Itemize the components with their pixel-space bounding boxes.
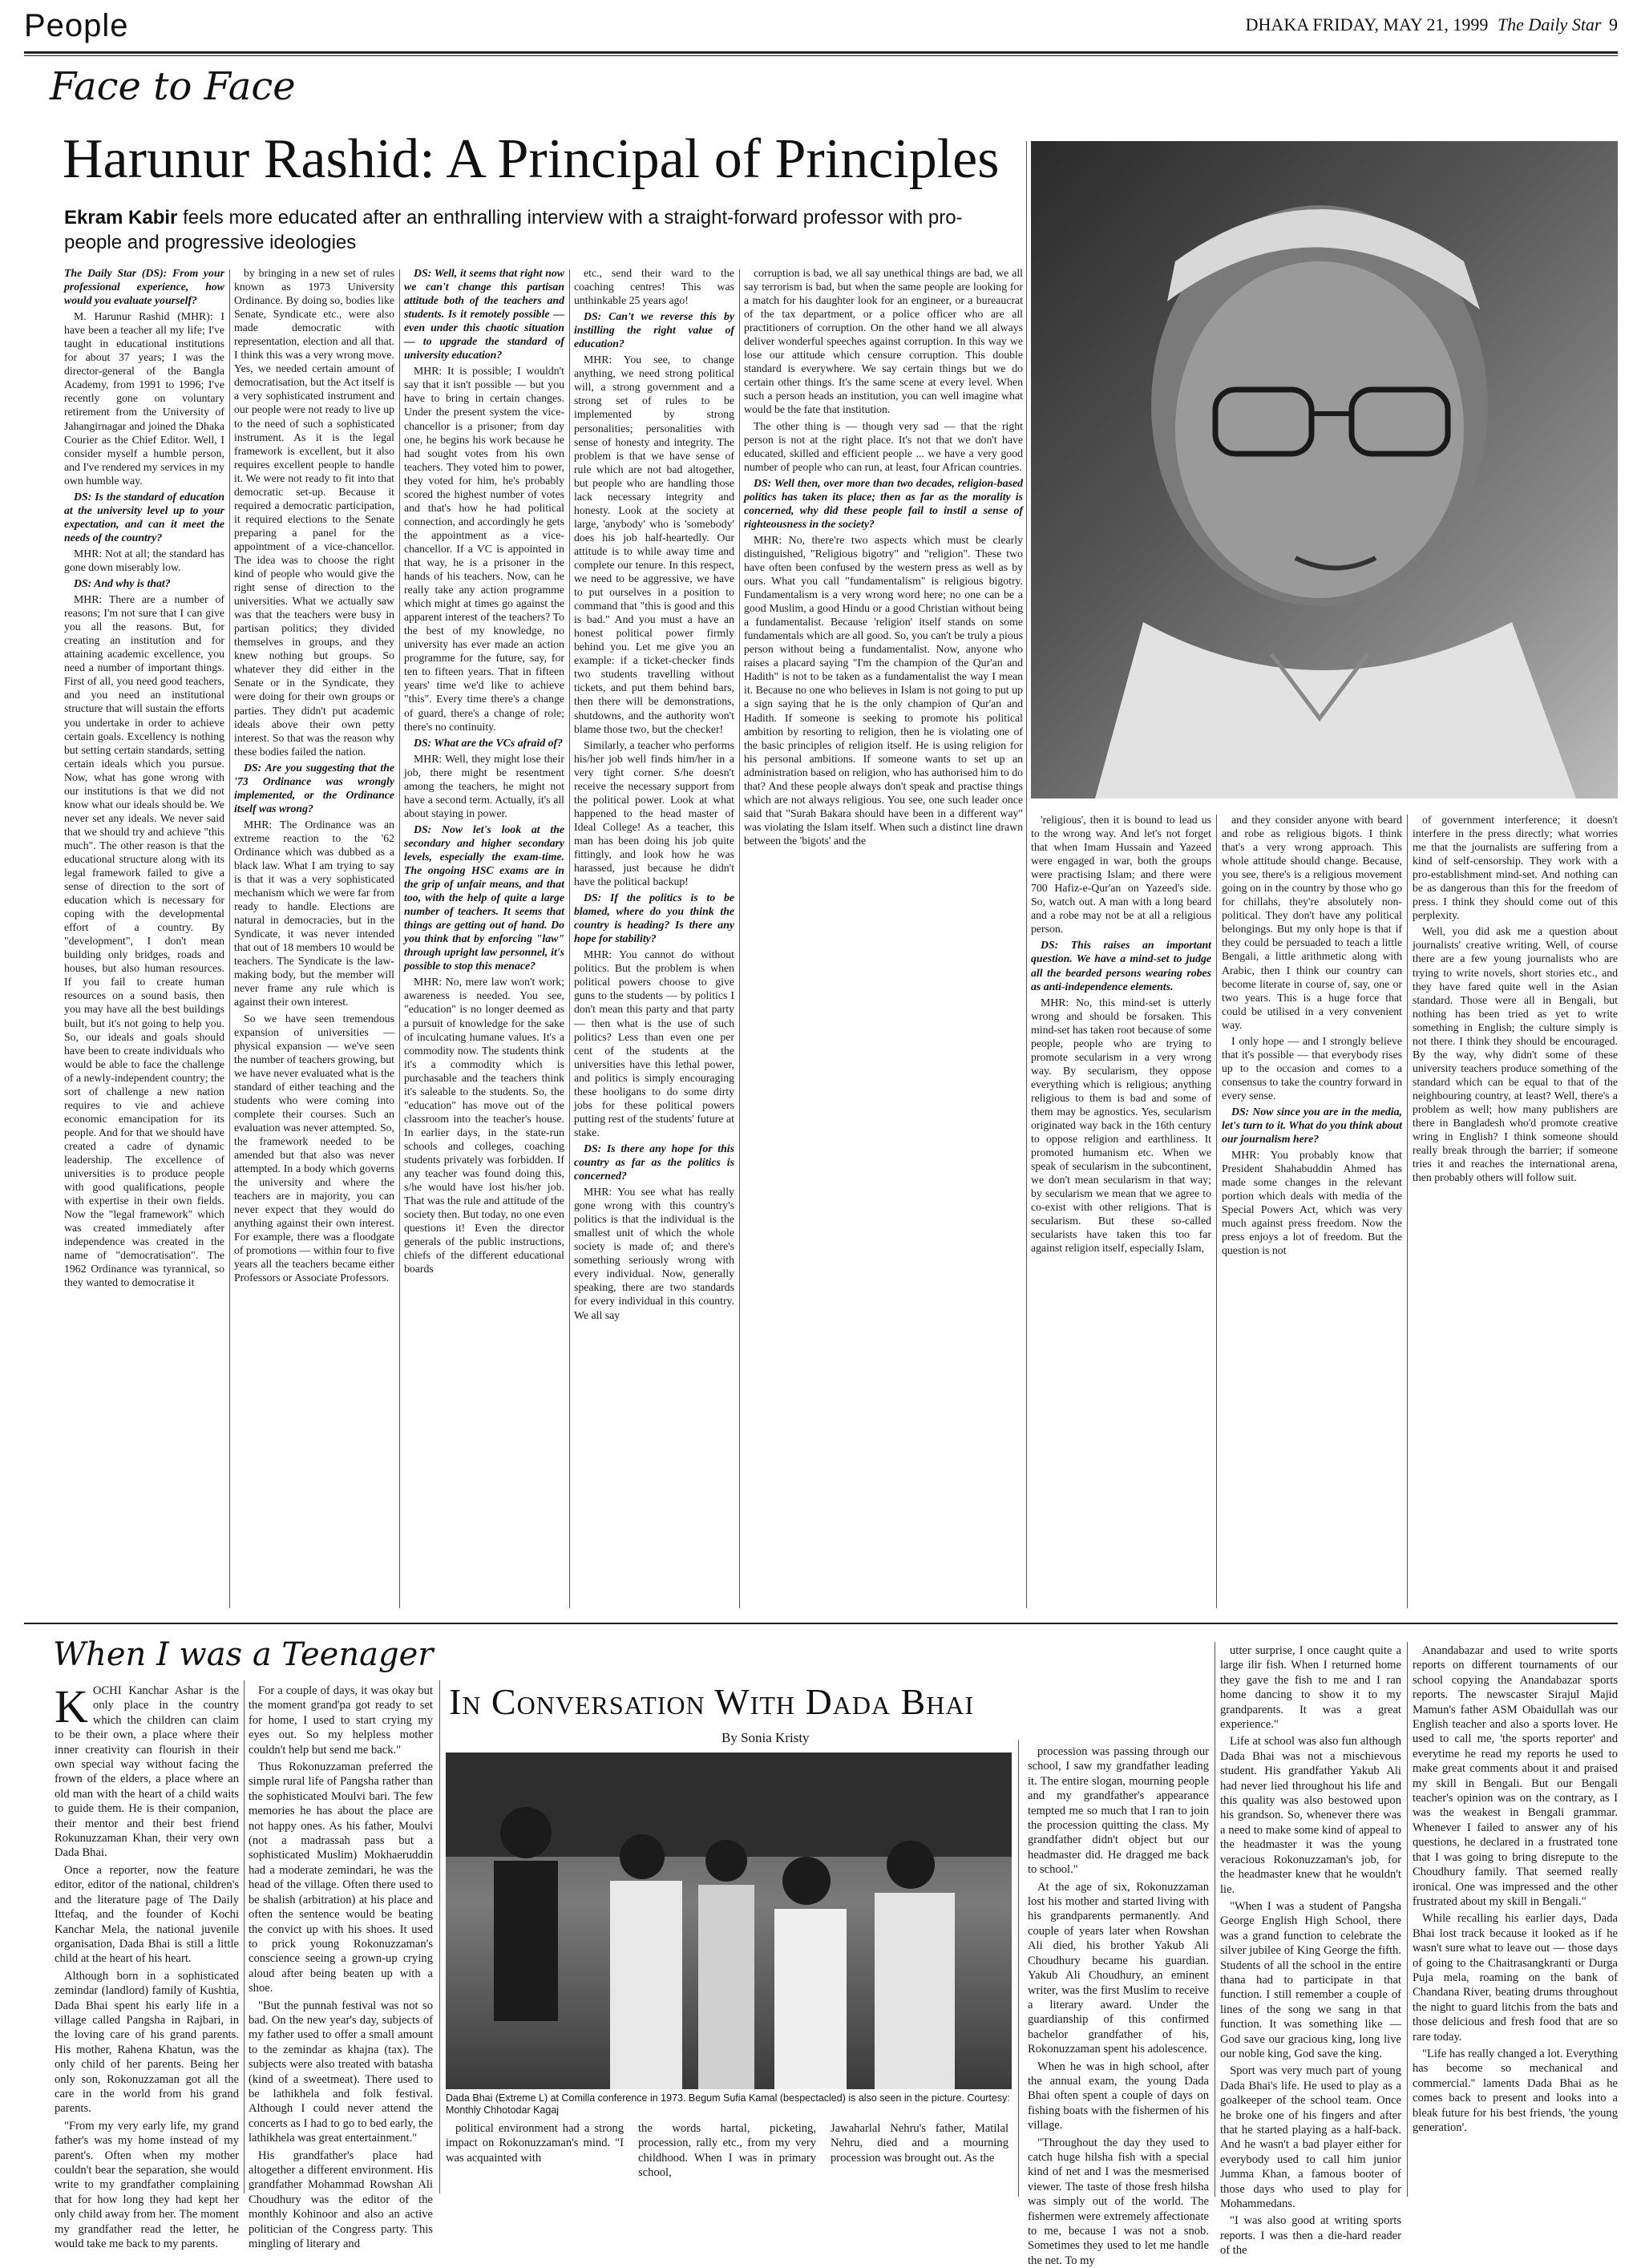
interview-answer: The other thing is — though very sad — that the right person is not at the right place. It's not that we don't have educated, skilled and efficient people ... we have a very good number of people who can run, at least, four African countries. [744,419,1023,473]
teen-column-7 [1413,1643,1618,2200]
teen-column-4: the words hartal, picketing, procession, rally etc., from my very childhood. When I was in primary school, [638,2122,816,2180]
section-title: People [24,8,129,43]
interview-answer: MHR: Not at all; the standard has gone down miserably low. [64,547,224,573]
portrait-illustration [1031,141,1618,798]
byline [64,205,986,255]
interview-question: DS: Is the standard of education at the university level up to your expectation, and can it meet the needs of the country? [64,490,224,544]
article-paragraph: For a couple of days, it was okay but the moment grand'pa got ready to set for home, I used to start crying my eyes out. So my helpless mother couldn't help but send me back." [249,1684,433,1757]
headline: Harunur Rashid: A Principal of Principles [63,128,1000,190]
section-divider [24,1623,1618,1624]
interview-question: DS: Are you suggesting that the '73 Ordinance was wrongly implemented, or the Ordinance itself was wrong? [234,761,394,815]
masthead-rule [24,51,1618,54]
interview-answer: So we have seen tremendous expansion of universities — physical expansion — we've seen the number of teachers growing, but we have never evaluated what is the standard of either teaching and the students who were coming into complete their courses. Such an evaluation was never attempted. So, the framework needed to be amended but that also was never attempted. In a body which governs the university and where the teachers are in majority, you can never expect that they would do anything against their own interest. For example, there was a floodgate of promotions — within four to five years all the teachers became either Professors or Associate Professors. [234,1012,394,1284]
teen-column-5 [1028,1744,1209,2267]
photo-caption: Dada Bhai (Extreme L) at Comilla conference in 1973. Begum Sufia Kamal (bespectacled) is also seen in the picture. Courtesy: Monthly Chhotodar Kagaj [446,2092,1010,2116]
article-paragraph: "Throughout the day they used to catch huge hilsha fish with a special kind of net and I was the mesmerised viewer. The taste of those fresh hilsha was simply out of the world. The fishermen were extremely affectionate to me, because I was not a snob. Sometimes they used to let me handle the net. To my [1028,2136,1209,2267]
interview-question: DS: What are the VCs afraid of? [414,736,564,749]
interview-question: The Daily Star (DS): From your professional experience, how would you evaluate yourself? [64,267,224,307]
interview-answer: MHR: You see what has really gone wrong with this country's politics is that the individual is the smallest unit of which the whole society is made of; and there's something seriously wrong with every individual. Now, generally speaking, there are two standards for every individual in this country. We all say [574,1186,734,1321]
article-column-4 [574,266,734,1615]
interview-answer: M. Harunur Rashid (MHR): I have been a teacher all my life; I've taught in educational institutions for about 37 years; I was the director-general of the Bangla Academy, from 1991 to 1996; I've recently gone on voluntary retirement from the University of Jahangirnagar and joined the Dhaka Courier as the Chief Editor. Well, I consider myself a humble person, and I've rendered my services in my own humble way. [64,310,224,487]
article-paragraph: Although born in a sophisticated zemindar (landlord) family of Kushtia, Dada Bhai spent his early life in a village called Pangsha in Rajbari, in the loving care of his grand parents. His mother, Rahena Khatun, was the only child of her parents. Being her only son, Rokonuzzaman got all the care in the world from his grand parents. [55,1969,239,2116]
article-paragraph: utter surprise, I once caught quite a large ilir fish. When I returned home they gave the fish to me and I ran home dancing to show it to my grandparents. It was a great experience." [1220,1644,1401,1732]
date-text: DHAKA FRIDAY, MAY 21, 1999 [1245,14,1489,34]
article-paragraph: At the age of six, Rokonuzzaman lost his mother and started living with his grandparents permanently. And couple of years later when Rowshan Ali died, his brother Yakub Ali Choudhury became his guardian. Yakub Ali Choudhury, an eminent writer, was the first Muslim to receive a literary award. Under the guardianship of this confirmed bachelor grandfather of his, Rokonuzzaman spent his adolescence. [1028,1880,1209,2056]
article-column-2 [234,266,394,1615]
drop-cap: K [55,1680,88,1732]
article-paragraph: Anandabazar and used to write sports reports on different tournaments of our school copying the Anandabazar sports reports. The newscaster Sirajul Majid Mamun's father ASM Obaidullah was our English teacher and also a sports lover. He used to call me, 'the sports reporter' and everytime he read my reports he used to make great comments about it and praised my skill in Bengali. But our Bengali teacher's opinion was on the contrary, as I was the weakest in Bengali grammar. Whenever I failed to answer any of his questions, he declared in a frustrated tone that I was going to bring disrepute to the Choudhury family. That seemed really ironical. One was impressed and the other frustrated about my skill in Bengali." [1413,1644,1618,1908]
article-paragraph: Sport was very much part of young Dada Bhai's life. He used to play as a goalkeeper of the school team. Once he broke one of his fingers and after that he started playing as a half-back. And he wasn't a bad player either for everybody used to call him junior Jumma Khan, a famous booter of those days who used to play for Mohammedans. [1220,2064,1401,2211]
interview-answer: MHR: It is possible; I wouldn't say that it isn't possible — but you have to bring in certain changes. Under the present system the vice-chancellor is a prisoner; from day one, he begins his work because he had sought votes from his own teachers. They voted him to power, they voted for him, he's probably scored the highest number of votes and that's how he had political connection, and accordingly he gets the appointment as a vice-chancellor. If a VC is appointed in that way, he is a prisoner in the hands of his teachers. Now, can he really take any action programme which might at times go against the apparent interest of the teachers? To the best of my knowledge, no university has ever made an action programme for the future, say, for ten to fifteen years. That in fifteen years' time we'd like to achieve "this". Every time there's a change of guard, there's a change of role; there's no continuity. [404,365,564,733]
interview-question: DS: Well, it seems that right now we can't change this partisan attitude both of the teachers and students. Is it remotely possible — even under this chaotic situation — to upgrade the standard of university education? [404,267,564,362]
interview-answer: by bringing in a new set of rules known as 1973 University Ordinance. By doing so, bodies like Senate, Syndicate etc., were also made democratic with representation, election and all that. I think this was a very wrong move. Yes, we needed certain amount of democratisation, but the Act itself is a very sophisticated instrument and our people were not ready to live up to the need of such a sophisticated instrument. As it is the legal framework is excellent, but it also requires excellent people to handle it. We were not ready to fit into that democratic set-up. Because it required a democratic participation, it required elections to the Senate preparing a panel for the appointment of a vice-chancellor. The idea was to choose the right kind of people who would give the right sense of direction to the universities. What we actually saw was that the teachers were busy in partisan politics; they divided themselves in groups, and they knew nothing but groups. So whatever they did either in the Senate or in the Syndicate, they were doing for their own groups or parties. They didn't put academic ideals above their own petty interest. So that was the reason why these bodies failed the nation. [234,267,394,758]
portrait-photo [1031,141,1618,798]
byline-text: feels more educated after an enthralling interview with a straight-forward professor with pro-people and progressive ideologies [64,207,963,253]
feature2-kicker: When I was a Teenager [53,1636,434,1673]
interview-answer: MHR: There are a number of reasons; I'm not sure that I can give you all the reasons. But, for creating an institution and for attaining academic excellence, you need a number of important things. First of all, you need good teachers, and you need an institutional structure that will sustain the efforts you undertake in order to achieve certain goals. Excellency is nothing but setting certain standards, setting certain ideals which you pursue. Now, what has gone wrong with our institutions is that we did not know what our ideals should be. We never set any ideals. We never said that we should try and achieve "this much". The other reason is that the educational structure along with its legal framework failed to give a sense of direction to the sort of education which is necessary for coping with the developmental effort of a country. By "development", I don't mean building only bridges, roads and houses, but also human resources. If you fail to create human resources on a sound basis, then you may have all the best buildings built, but it's not going to help you. So, our ideals and goals should have been to create individuals who would be able to face the challenge of a newly-independent country; the sort of challenge a new nation requires to vie and achieve economic emancipation for its people. And for that we should have created a cadre of dynamic leadership. The excellence of universities is to produce people with good qualifications, people with expertise in their own fields. Now the "legal framework" which was created immediately after independence was created in the name of "democratisation". The 1962 Ordinance was tyrannical, so they wanted to democratise it [64,593,224,1289]
interview-answer: corruption is bad, we all say unethical things are bad, we all say terrorism is bad, but when the same people are looking for a match for his daughter look for an engineer, or a bureaucrat of the tax department, or a police officer who are all practitioners of corruption. On the other hand we all always deliver wonderful speeches against corruption. In this way we lose our attitude which censure corruption. This double standard is everywhere. We say certain things but we do certain other things. It's the same scene at every level. When such a person heads an institution, you can well imagine what would be the fate that institution. [744,267,1023,416]
interview-answer: 'religious', then it is bound to lead us to the wrong way. And let's not forget that when Imam Hussain and Yazeed were engaged in war, both the groups were practising Islam; and there were 700 Hafiz-e-Qur'an on Yazeed's side. So, watch out. A man with a long beard and a robe may not be at all a religious person. [1031,814,1211,936]
feature2-byline: By Sonia Kristy [721,1730,810,1745]
interview-answer: etc., send their ward to the coaching centres! This was unthinkable 25 years ago! [574,267,734,307]
article-paragraph: His grandfather's place had altogether a different environment. His grandfather Mohammad Rowshan Ali Choudhury was the editor of the monthly Kohinoor and also an active politician of the Congress party. This mingling of literary and [249,2149,433,2251]
article-paragraph: procession was passing through our school, I saw my grandfather leading it. The entire slogan, mourning people and my grandfather's appearance tempted me so much that I ran to join the procession quitting the class. My grandfather didn't object but our headmaster did. He dragged me back to school." [1028,1745,1209,1877]
article-paragraph: When he was in high school, after the annual exam, the young Dada Bhai often spent a couple of days on fishing boats with the fishermen of his village. [1028,2060,1209,2133]
teen-column-3: political environment had a strong impact on Rokonuzzaman's mind. "I was acquainted with [446,2122,624,2165]
interview-question: DS: And why is that? [74,577,171,590]
paper-name: The Daily Star [1497,14,1602,34]
interview-question: DS: This raises an important question. We have a mind-set to judge all the bearded persons wearing robes as anti-independence elements. [1031,939,1211,993]
teen-column-2 [249,1684,433,2251]
interview-question: DS: Now let's look at the secondary and higher secondary levels, especially the exam-time. The ongoing HSC exams are in the grip of unfair means, and that too, with the help of quite a large number of teachers. It seems that things are getting out of hand. Do you think that by enforcing "law" through upright law personnel, it's possible to stop this menace? [404,823,564,972]
interview-answer: MHR: No, there're two aspects which must be clearly distinguished, "Religious bigotry" and "religion". These two have often been confused by the western press as well as by ours. What you call "fundamentalism" is religious bigotry. Fundamentalism is a very wrong word here; no one can be a good Muslim, a good Hindu or a good Christian without being a fundamentalist. Because 'religion' itself stands on some fundamentals which are all good. So, you can't be truly a pious person without being a fundamentalist. Now, anyone who raises a placard saying "I'm the champion of the Qur'an and Hadith" is not to be taken as a fundamentalist the way I mean it. Because no one who believes in Islam is not going to put up a sign saying that he is the only champion of Qur'an and Hadith. If someone is seeking to promote his political ambition by resorting to religion, then he is violating one of the basic principles of religion itself. He is using religion for his personal ambitions. If someone wants to set up an administration based on religion, who has authorised him to do that? And these people always don't speak and practise things which are not always religious. You see, one such leader once said that "Surah Bakara should have been in a different way" was violating the Islam itself. When such a distinct line drawn between the 'bigots' and the [744,533,1023,847]
interview-answer: MHR: You probably know that President Shahabuddin Ahmed has made some changes in the relevant portion which deals with media of the Special Powers Act, which was very much against press freedom. Now the press enjoys a lot of freedom. But the question is not [1222,1149,1402,1257]
teen-column-6 [1220,1643,1401,2258]
article-paragraph: "I was also good at writing sports reports. I was then a die-hard reader of the [1220,2214,1401,2258]
interview-answer: I only hope — and I strongly believe that it's possible — that everybody rises up to the occasion and comes to a consensus to take the country forward in every sense. [1222,1034,1402,1102]
article-column-7 [1222,813,1402,1615]
interview-answer: Similarly, a teacher who performs his/her job well finds him/her in a very tight corner. S/he doesn't receive the necessary support from the political power. Look at what happened to the head master of Ideal College! As a teacher, this man has been doing his job quite fittingly, and look how he was harassed, just because he didn't have the political backup! [574,738,734,888]
group-photo [446,1753,1012,2089]
article-paragraph: "Life has really changed a lot. Everything has become so mechanical and commercial." laments Dada Bhai as he comes back to present and looks into a bleak future for his best friends, 'the young generation'. [1413,2047,1618,2134]
interview-question: DS: Well then, over more than two decades, religion-based politics has taken its place; then as far as the morality is concerned, why did these people fail to instil a sense of righteousness in the society? [744,476,1023,530]
feature-kicker: Face to Face [50,64,296,109]
interview-answer: MHR: No, this mind-set is utterly wrong and should be forsaken. This mind-set has taken root because of some people, people who are trying to promote secularism in a very wrong way. By secularism, they oppose everything which is religious; anything religious to them is bad and some of them may be agnostics. Yes, secularism originated way back in the 16th century to oppose religion and earthliness. It promoted humanism etc. When we speak of secularism in the subcontinent, we don't mean secularism in that way; by secularism we mean that we agree to co-exist with other religions. That is secularism. But these so-called secularists have taken this too far against religion itself, especially Islam, [1031,996,1211,1255]
interview-answer: Well, you did ask me a question about journalists' creative writing. Well, of course there are a few young journalists who are trying to write novels, short stories etc., and they have fared quite well in the Asian standard. Those were all in Bengali, but nothing has been tried as yet to write something in English; the culture simply is not there. I think they should be encouraged. By the way, why didn't some of these university teachers produce something of the standard which can be equal to that of the neighbouring country, at least? Well, there's a problem as well; how many publishers are there in Bangladesh who'd promote creative wring in English? I think someone should really break through the barrier; if someone tries it and reaches the international arena, then probably others will follow suit. [1413,925,1618,1184]
group-illustration [446,1753,1012,2089]
interview-answer: MHR: You see, to change anything, we need strong political will, a strong government and a strong set of rules to be implemented by strong personalities; personalities with sense of honesty and integrity. The problem is that we have sense of rule which are not bad altogether, but people who are handling those lack necessary integrity and honesty. Look at the society at large, 'anybody' who is 'somebody' does his job half-heartedly. Our attitude is to while away time and complete our tenure. In this respect, we need to be aggressive, we have to put ourselves in a position to command that "this is good and this is bad." And you must a have an honest political power firmly behind you. Let me give you an example: if a ticket-checker finds two students travelling without tickets, and put them behind bars, then there will be demonstrations, shutdowns, and the authority won't blame those two, but the checker! [574,354,734,735]
interview-question: DS: Is there any hope for this country as far as the politics is concerned? [574,1142,734,1183]
article-column-1 [64,266,224,1615]
interview-answer: MHR: You cannot do without politics. But the problem is when political powers choose to give guns to the students — by politics I don't mean this party and that party — then what is the use of such politics? Less than even one per cent of the students at the universities have this lethal power, and politics is simply encouraging these hooligans to do some dirty jobs for these political powers putting rest of the students' future at stake. [574,948,734,1138]
interview-answer: of government interference; it doesn't interfere in the press directly; what worries me that the journalists are suffering from a kind of self-censorship. They work with a pro-establishment mind-set. And nothing can be as dangerous than this for the freedom of press. I think they should come out of this perplexity. [1413,814,1618,922]
teen-column-1: KOCHI Kanchar Ashar is the only place in the country which the children can claim to be their own, a place where their inner creativity can flourish in their own special way without facing the frown of the elders, a place where an old man with the heart of a child waits to guide them. He is their companion, their mentor and their best friend Rokunuzzaman Khan, their very own Dada Bhai. Once a reporter, now the feature editor, editor of the national, children's and the literature page of The Daily Ittefaq, and the founder of Kochi Kanchar Mela, the national juvenile organisation, Dada Bhai is still a little child at the heart of his heart. Although born in a sophisticated zemindar (landlord) family of Kushtia, Dada Bhai spent his early life in a village called Pangsha in Rajbari, in the loving care of his grand parents. His mother, Rahena Khatun, was the only child of her parents. Being her only son, Rokonuzzaman got all the care in the world from his grand parents. "From my very early life, my grand father's was my home instead of my parent's. Often when my mother couldn't bear the separation, she would write to my grandfather complaining that for how long they had kept her only child away from her. The moment my grandfather read the letter, he would take me back to my parents. [55,1680,239,2251]
interview-question: DS: Can't we reverse this by instilling the right value of education? [574,310,734,350]
article-column-3 [404,266,564,1615]
interview-answer: and they consider anyone with beard and robe as religious bigots. I think that's a very wrong approach. This whole attitude should change. Because, you see, there's is a religious movement going on in the country by those who go for chillahs, they're absolutely non-political. They don't have any political belongings. But my only hope is that if they could be persuaded to teach a little Bengali, a little arithmetic along with Arabic, then I think our country can become literate in course of, say, one or two years. This is a huge force that could be utilised in a very convenient way. [1222,814,1402,1031]
article-paragraph: "When I was a student of Pangsha George English High School, there was a grand function to celebrate the silver jubilee of King George the fifth. Students of all the school in the entire thana had to participate in that function. I still remember a couple of lines of the song we sang in that function. It was something like — God save our gracious king, long live our noble king, God save the king. [1220,1899,1401,2060]
article-paragraph: While recalling his earlier days, Dada Bhai lost track because it looked as if he wasn't sure what to leave out — those days of going to the Chaitrasangkranti or Durga Puja mela, roaming on the bank of Chandana River, beating drums throughout the night to guard litchis from the bats and those delicious and fresh food that are so rare today. [1413,1912,1618,2044]
interview-answer: MHR: The Ordinance was an extreme reaction to the '62 Ordinance which was dubbed as a black law. What I am trying to say is that it was a very sophisticated mechanism which we were far from ready to handle. Elections are natural in democracies, but in the Syndicate, it was never intended that out of 18 members 10 would be teachers. The Syndicate is the law-making body, but the member will never frame any rule which is against their own interest. [234,818,394,1009]
article-paragraph: Once a reporter, now the feature editor, editor of the national, children's and the literature page of The Daily Ittefaq, and the founder of Kochi Kanchar Mela, the national juvenile organisation, Dada Bhai is still a little child at the heart of his heart. [55,1863,239,1966]
teen-column-5-bottom: Jawaharlal Nehru's father, Matilal Nehru, died and a mourning procession was brought out. As the [831,2122,1008,2165]
interview-answer: MHR: Well, they might lose their job, there might be resentment among the teachers, he might not have a second term. Actually, it's all about staying in power. [404,752,564,819]
article-column-8 [1413,813,1618,1615]
feature2-headline: In Conversation With Dada Bhai [449,1681,975,1722]
dateline [1246,14,1618,35]
interview-answer: MHR: No, mere law won't work; awareness is needed. You see, "education" is no longer deemed as a pursuit of knowledge for the sake of inculcating humane values. It's a commodity now. The students think it's a commodity which is purchasable and the teachers think it's saleable to the students. So, the "education" has move out of the classroom into the teacher's house. In earlier days, in the state-run schools and colleges, coaching students privately was forbidden. If any teacher was found doing this, s/he would have lost his/her job. That was the rule and attitude of the society then. But today, no one even questions it! Even the director generals of the public instructions, chiefs of the different educational boards [404,976,564,1275]
interview-question: DS: Now since you are in the media, let's turn to it. What do you think about our journalism here? [1222,1105,1402,1146]
article-paragraph: "From my very early life, my grand father's was my home instead of my parent's. Often when my mother couldn't bear the separation, she would write to my grandfather complaining that for how long they had kept her only child away from her. The moment my grandfather read the letter, he would take me back to my parents. [55,2119,239,2251]
byline-author: Ekram Kabir [64,207,178,228]
article-paragraph: Thus Rokonuzzaman preferred the simple rural life of Pangsha rather than the sophisticated Moulvi bari. The few memories he has about the place are not happy ones. As his father, Moulvi (not a madrassah pass but a sophisticated Muslim) Mokhaeruddin had a moderate zemindari, he was the head of the village. Often there used to be shalish (arbitration) at his place and often the sentence would be beating the convict up with his shoes. It used to prick young Rokonuzzaman's conscience seeing a grown-up crying aloud after being beaten up with a shoe. [249,1761,433,1995]
article-column-5 [744,266,1023,1615]
article-paragraph: Life at school was also fun although Dada Bhai was not a mischievous student. His grandfather Yakub Ali had never lied throughout his life and this quality was also bestowed upon his grandson. So, whenever there was a need to make some kind of appeal to the headmaster it was the young veracious Rokonuzzaman's job, for the headmaster knew that he wouldn't lie. [1220,1735,1401,1896]
interview-question: DS: If the politics is to be blamed, where do you think the country is heading? Is there any hope for stability? [574,891,734,945]
page-number: 9 [1609,14,1618,34]
article-paragraph: "But the punnah festival was not so bad. On the new year's day, subjects of my father used to offer a small amount to the zemindar as khajna (tax). The subjects were also treated with batasha (kind of a sweetmeat). There used to be lathikhela and folk festival. Although I could never attend the concerts as I had to go to bed early, the lathikhela was great entertainment." [249,1999,433,2145]
article-column-6 [1031,813,1211,1615]
